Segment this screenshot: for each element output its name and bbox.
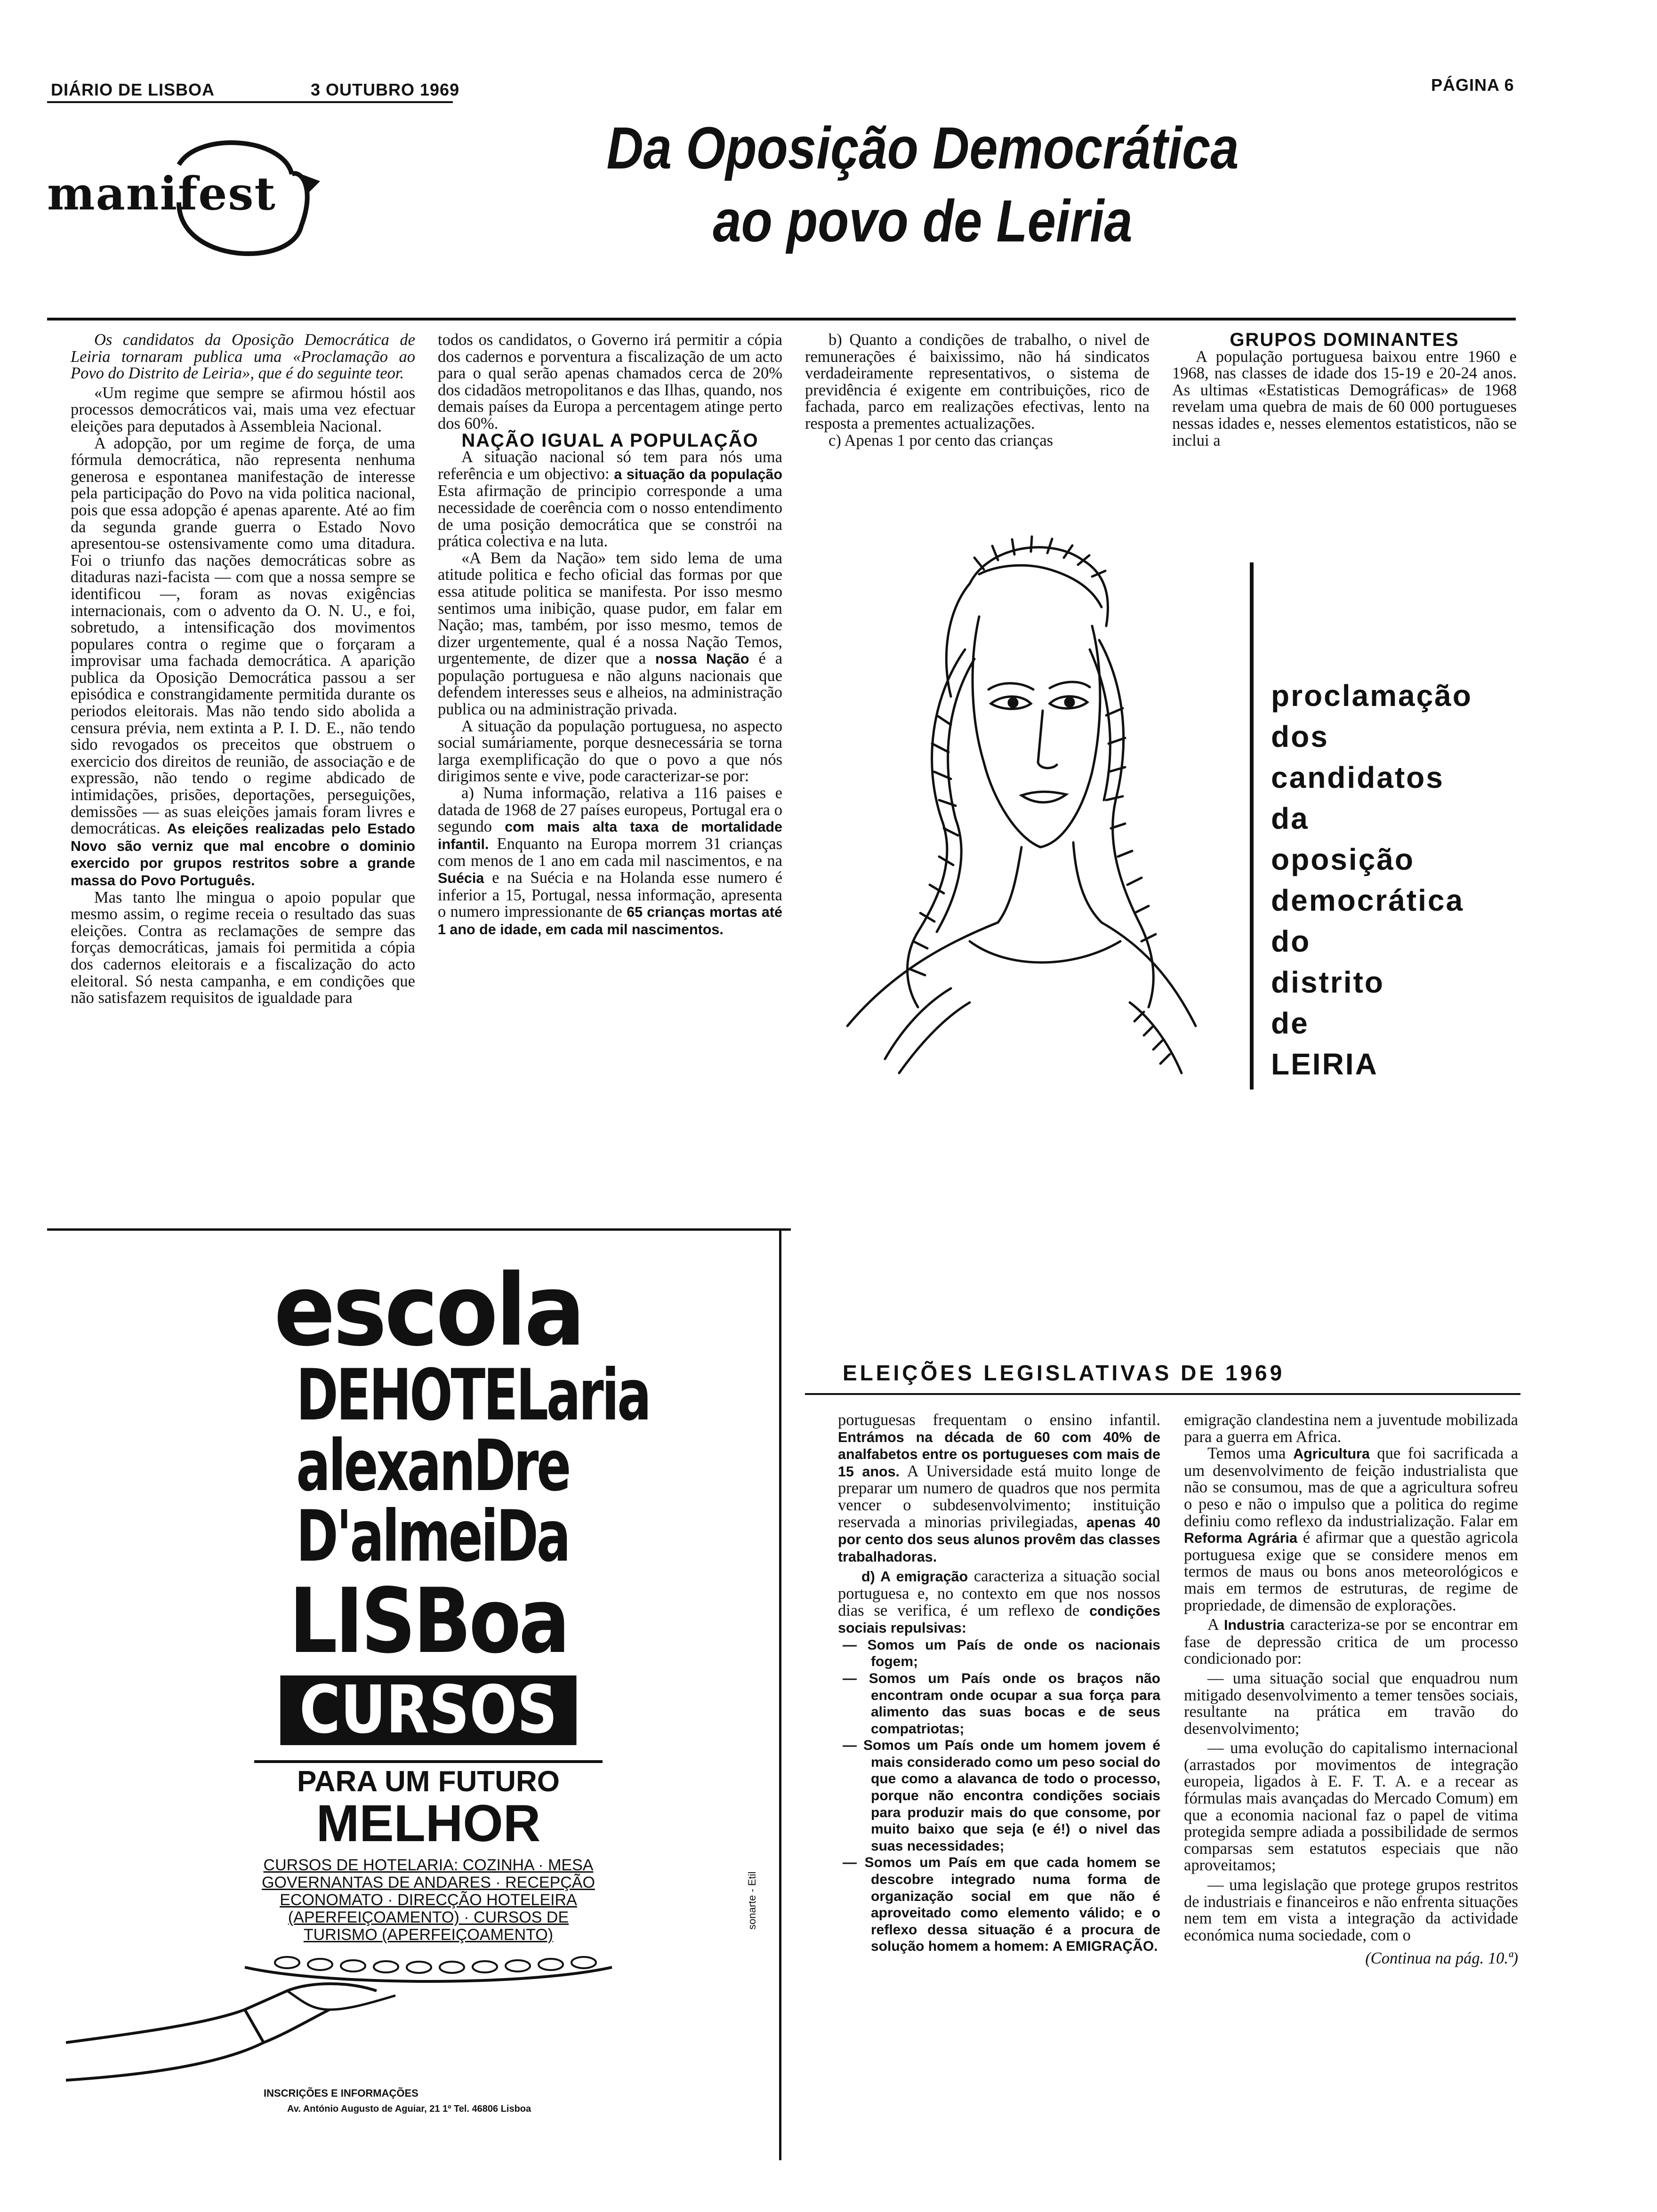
waiter-hand-icon <box>66 1963 405 2085</box>
section-rule <box>805 1393 1520 1395</box>
logo-text: manifest <box>47 167 276 220</box>
headline-rule <box>47 318 1516 321</box>
proclamation-line: oposição <box>1271 842 1415 876</box>
headline-line-2: ao povo de Leiria <box>713 188 1133 254</box>
proclamation-line: proclamação <box>1271 679 1472 713</box>
ad-line-hotelaria: DEHOTELaria <box>296 1354 650 1436</box>
paragraph: A adopção, por um regime de força, de uma fórmula democrática, não representa nenhuma generosa e espontanea manifestação de interesse pela participação do Povo na vida politica nacional, pois que essa adopção é apenas aparente. Até ao fim da segunda grande guerra o Estado Novo apresentou-se ostensivamente como uma ditadura. Foi o triunfo das nações democráticas sobre as ditaduras nazi-facista — com que a nossa sempre se identificou —, foram as novas exigências internacionais, com o advento da O. N. U., e foi, sobretudo, a intensificação dos movimentos populares contra o regime que o forçaram a improvisar uma fachada democrática. A aparição publica da Oposição Democrática passou a ser episódica e constrangidamente permitida durante os periodos eleitorais. Mas não tendo sido abolida a censura prévia, nem extinta a P. I. D. E., não tendo sido revogados os preceitos que obstruem o exercicio dos direitos de reunião, de associação e de expressão, não tendo o regime abdicado de intimidações, prisões, deportações, perseguições, demissões — as suas eleições jamais foram livres e democráticas. As eleições realizadas pelo Estado Novo são verniz que mal encobre o dominio exercido por grupos restritos sobre a grande massa do Povo Português. <box>71 434 416 889</box>
ad-line-lisboa: LISBoa <box>289 1569 568 1673</box>
paragraph: A situação da população portuguesa, no aspecto social sumáriamente, porque desnecessária se torna larga exemplificação do que o povo a que nós dirigimos sente e vive, pode caracterizar-se por: <box>438 717 782 785</box>
paragraph: a) Numa informação, relativa a 116 paises e datada de 1968 de 27 países europeus, Portugal era o segundo com mais alta taxa de mortalidade infantil. Enquanto na Europa morrem 31 crianças com menos de 1 ano em cada mil nascimentos, e na Suécia e na Suécia e na Holanda esse numero é inferior a 15, Portugal, nessa informação, apresenta o numero impressionante de 65 crianças mortas até 1 ano de idade, em cada mil nascimentos. <box>438 784 783 938</box>
ad-address: Av. António Augusto de Aguiar, 21 1º Tel. 46806 Lisboa <box>287 2104 531 2114</box>
article-column-4 <box>1172 329 1517 449</box>
article-column-6 <box>1184 1412 1518 1967</box>
proclamation-title <box>1271 675 1472 1085</box>
headline-line-1: Da Oposição Democrática <box>606 115 1239 181</box>
ad-line-almeida: D'almeiDa <box>296 1496 569 1578</box>
woman-portrait-illustration <box>828 518 1205 1097</box>
paragraph: b) Quanto a condições de trabalho, o nivel de remunerações é baixissimo, não há sindicatos verdadeiramente representativos, o sistema de previdência é exigente em contribuições, rico de fachada, parco em realizações efectivas, lento na resposta a prementes actualizações. <box>805 331 1150 433</box>
section-title: ELEIÇÕES LEGISLATIVAS DE 1969 <box>843 1361 1285 1385</box>
paragraph: c) Apenas 1 por cento das crianças <box>828 431 1054 449</box>
paragraph: — uma situação social que enquadrou num mitigado desenvolvimento a temer tensões sociais, resultante na prática em travão do desenvolvimento; <box>1184 1669 1518 1738</box>
list-item: — Somos um País onde os braços não encontram onde ocupar a sua força para alimento das suas bocas e de seus compatriotas; <box>843 1670 1160 1737</box>
proclamation-line: LEIRIA <box>1271 1047 1378 1081</box>
paragraph: todos os candidatos, o Governo irá permitir a cópia dos cadernos e porventura a fiscalização de um acto para o qual serão apenas chamados cerca de 20% dos cidadãos metropolitanos e das Ilhas, quando, nos demais países da Europa a percentagem atinge perto dos 60%. <box>438 331 782 433</box>
header-rule <box>47 101 453 103</box>
paragraph: A situação nacional só tem para nós uma referência e um objectivo: a situação da população Esta afirmação de principio corresponde a uma necessidade de coerência com o nosso entendimento de uma posição democrática que se constrói na prática colectiva e na luta. <box>438 448 782 551</box>
proclamation-line: distrito <box>1271 965 1384 999</box>
article-column-2 <box>438 332 782 938</box>
ad-line-cursos: CURSOS <box>281 1675 577 1745</box>
proclamation-line: candidatos <box>1271 761 1444 794</box>
paragraph: A Industria caracteriza-se por se encontrar em fase de depressão critica de um processo condicionado por: <box>1184 1616 1519 1668</box>
paragraph: Temos uma Agricultura que foi sacrificada a um desenvolvimento de feição industrialista que não se consumou, mas de que a agricultura sofreu o peso e não o impulso que a politica do regime definiu como reflexo da industrialização. Falar em Reforma Agrária é afirmar que a questão agricola portuguesa exige que se considere menos em termos de maus ou bons anos meteorológicos e mais em termos de estruturas, de regime de propriedade, de dimensão de explorações. <box>1184 1444 1519 1614</box>
article-column-5 <box>838 1412 1160 1955</box>
paragraph: emigração clandestina nem a juventude mobilizada para a guerra em Africa. <box>1184 1411 1518 1446</box>
list-item: — Somos um País em que cada homem se descobre integrado numa forma de organização social em que não é aproveitado como elemento válido; e o reflexo dessa situação é a procura de solução homem a homem: A EMIGRAÇÃO. <box>843 1855 1160 1955</box>
manifesto-logo <box>38 118 358 278</box>
ad-line-melhor: MELHOR <box>316 1795 541 1852</box>
continuation-note: (Continua na pág. 10.ª) <box>1365 1949 1518 1968</box>
proclamation-line: democrática <box>1271 883 1464 917</box>
proclamation-line: do <box>1271 924 1311 958</box>
hotel-school-advertisement <box>245 1253 650 2132</box>
paragraph: — uma legislação que protege grupos restritos de industriais e financeiros e não enfrenta situações nem tem em vista a integração da actividade económica numa sociedade, com o <box>1184 1876 1518 1944</box>
ad-line-para-um-futuro: PARA UM FUTURO <box>297 1765 560 1798</box>
article-column-1 <box>71 332 415 1007</box>
proclamation-rule <box>1250 562 1254 1090</box>
paragraph: — uma evolução do capitalismo internacional (arrastados por movimentos de integração europeia, ligados à E. F. T. A. e a recear as fórmulas mais avançadas do Mercado Comum) em que a economia nacional faz o papel de vitima protegida sempre adiada a possibilidade de sermos comparsas sem estatutos especiais que não aproveitamos; <box>1184 1739 1518 1875</box>
ad-info-label: INSCRIÇÕES E INFORMAÇÕES <box>264 2087 418 2099</box>
paragraph: «Um regime que sempre se afirmou hóstil aos processos democráticos vai, mais uma vez efectuar eleições para deputados à Assembleia Nacional. <box>71 384 415 435</box>
proclamation-line: de <box>1271 1006 1309 1040</box>
list-item: — Somos um País onde um homem jovem é mais considerado como um peso social do que como a alavanca de todo o processo, porque não encontra condições sociais para produzir mais do que consome, por muito baixo que seja (e é!) o nivel das suas necessidades; <box>843 1738 1160 1854</box>
newspaper-name: DIÁRIO DE LISBOA <box>51 80 215 99</box>
advertisement-top-rule <box>47 1228 791 1231</box>
article-lead: Os candidatos da Oposição Democrática de Leiria tornaram publica uma «Proclamação ao Povo do Distrito de Leiria», que é do seguinte teor. <box>71 331 415 383</box>
list-item: — Somos um País de onde os nacionais fogem; <box>843 1637 1160 1670</box>
paragraph: Mas tanto lhe mingua o apoio popular que mesmo assim, o regime receia o resultado das suas eleições. Contra as reclamações de sempre das forças democráticas, jamais foi permitida a cópia dos cadernos eleitorais e a fiscalização do acto eleitoral. Só nesta campanha, e em condições que não satisfazem requisitos de igualdade para <box>71 888 415 1007</box>
issue-date: 3 OUTUBRO 1969 <box>311 80 460 99</box>
paragraph: d) A emigração caracteriza a situação social portuguesa e, no contexto em que nos nossos dias se verifica, é um reflexo de condições sociais repulsivas: <box>838 1567 1160 1636</box>
paragraph: «A Bem da Nação» tem sido lema de uma atitude politica e fecho oficial das formas por que essa atitude politica se manifesta. Por isso mesmo sentimos uma inibição, quase pudor, em falar em Nação; mas, também, por isso mesmo, temos de dizer urgentemente, qual é a nossa Nação Temos, urgentemente, de dizer que a nossa Nação é a população portuguesa e não alguns nacionais que defendem interesses seus e alheios, na administração publica ou na administração privada. <box>438 549 783 719</box>
subheading: GRUPOS DOMINANTES <box>1230 329 1459 350</box>
page-number: PÁGINA 6 <box>1431 75 1514 95</box>
ad-line-alexandre: alexanDre <box>296 1425 570 1507</box>
paragraph: portuguesas frequentam o ensino infantil. Entrámos na década de 60 com 40% de analfabetos entre os portugueses com mais de 15 anos. A Universidade está muito longe de preparar um numero de quadros que nos permita vencer o subdesenvolvimento; instituição reservada a minorias privilegiadas, apenas 40 por cento dos seus alunos provêm das classes trabalhadoras. <box>838 1411 1160 1565</box>
article-column-3 <box>805 332 1150 449</box>
proclamation-line: dos <box>1271 720 1329 753</box>
proclamation-line: da <box>1271 801 1309 835</box>
paragraph: A população portuguesa baixou entre 1960 e 1968, nas classes de idade dos 15-19 e 20-24 anos. As ultimas «Estatisticas Demográficas» de 1968 revelam uma quebra de mais de 60 000 portugueses nessas idades e, nesses elementos estatisticos, não se inclui a <box>1172 347 1517 449</box>
ad-course-list: CURSOS DE HOTELARIA: COZINHA · MESA GOVERNANTAS DE ANDARES · RECEPÇÃO ECONOMATO · DIRECÇÃO HOTELEIRA (APERFEIÇOAMENTO) · CURSOS DE TURISMO (APERFEIÇOAMENTO) <box>262 1856 595 1944</box>
bold-phrase: As eleições realizadas pelo Estado Novo são verniz que mal encobre o dominio exercido por grupos restritos sobre a grande massa do Povo Português. <box>71 821 416 889</box>
advertisement-right-rule <box>779 1228 781 2160</box>
ad-line-escola: escola <box>273 1253 583 1368</box>
ad-rule <box>254 1760 603 1763</box>
ad-credit: sonarte - Etil <box>746 1871 758 1930</box>
subheading: NAÇÃO IGUAL A POPULAÇÃO <box>461 430 759 451</box>
